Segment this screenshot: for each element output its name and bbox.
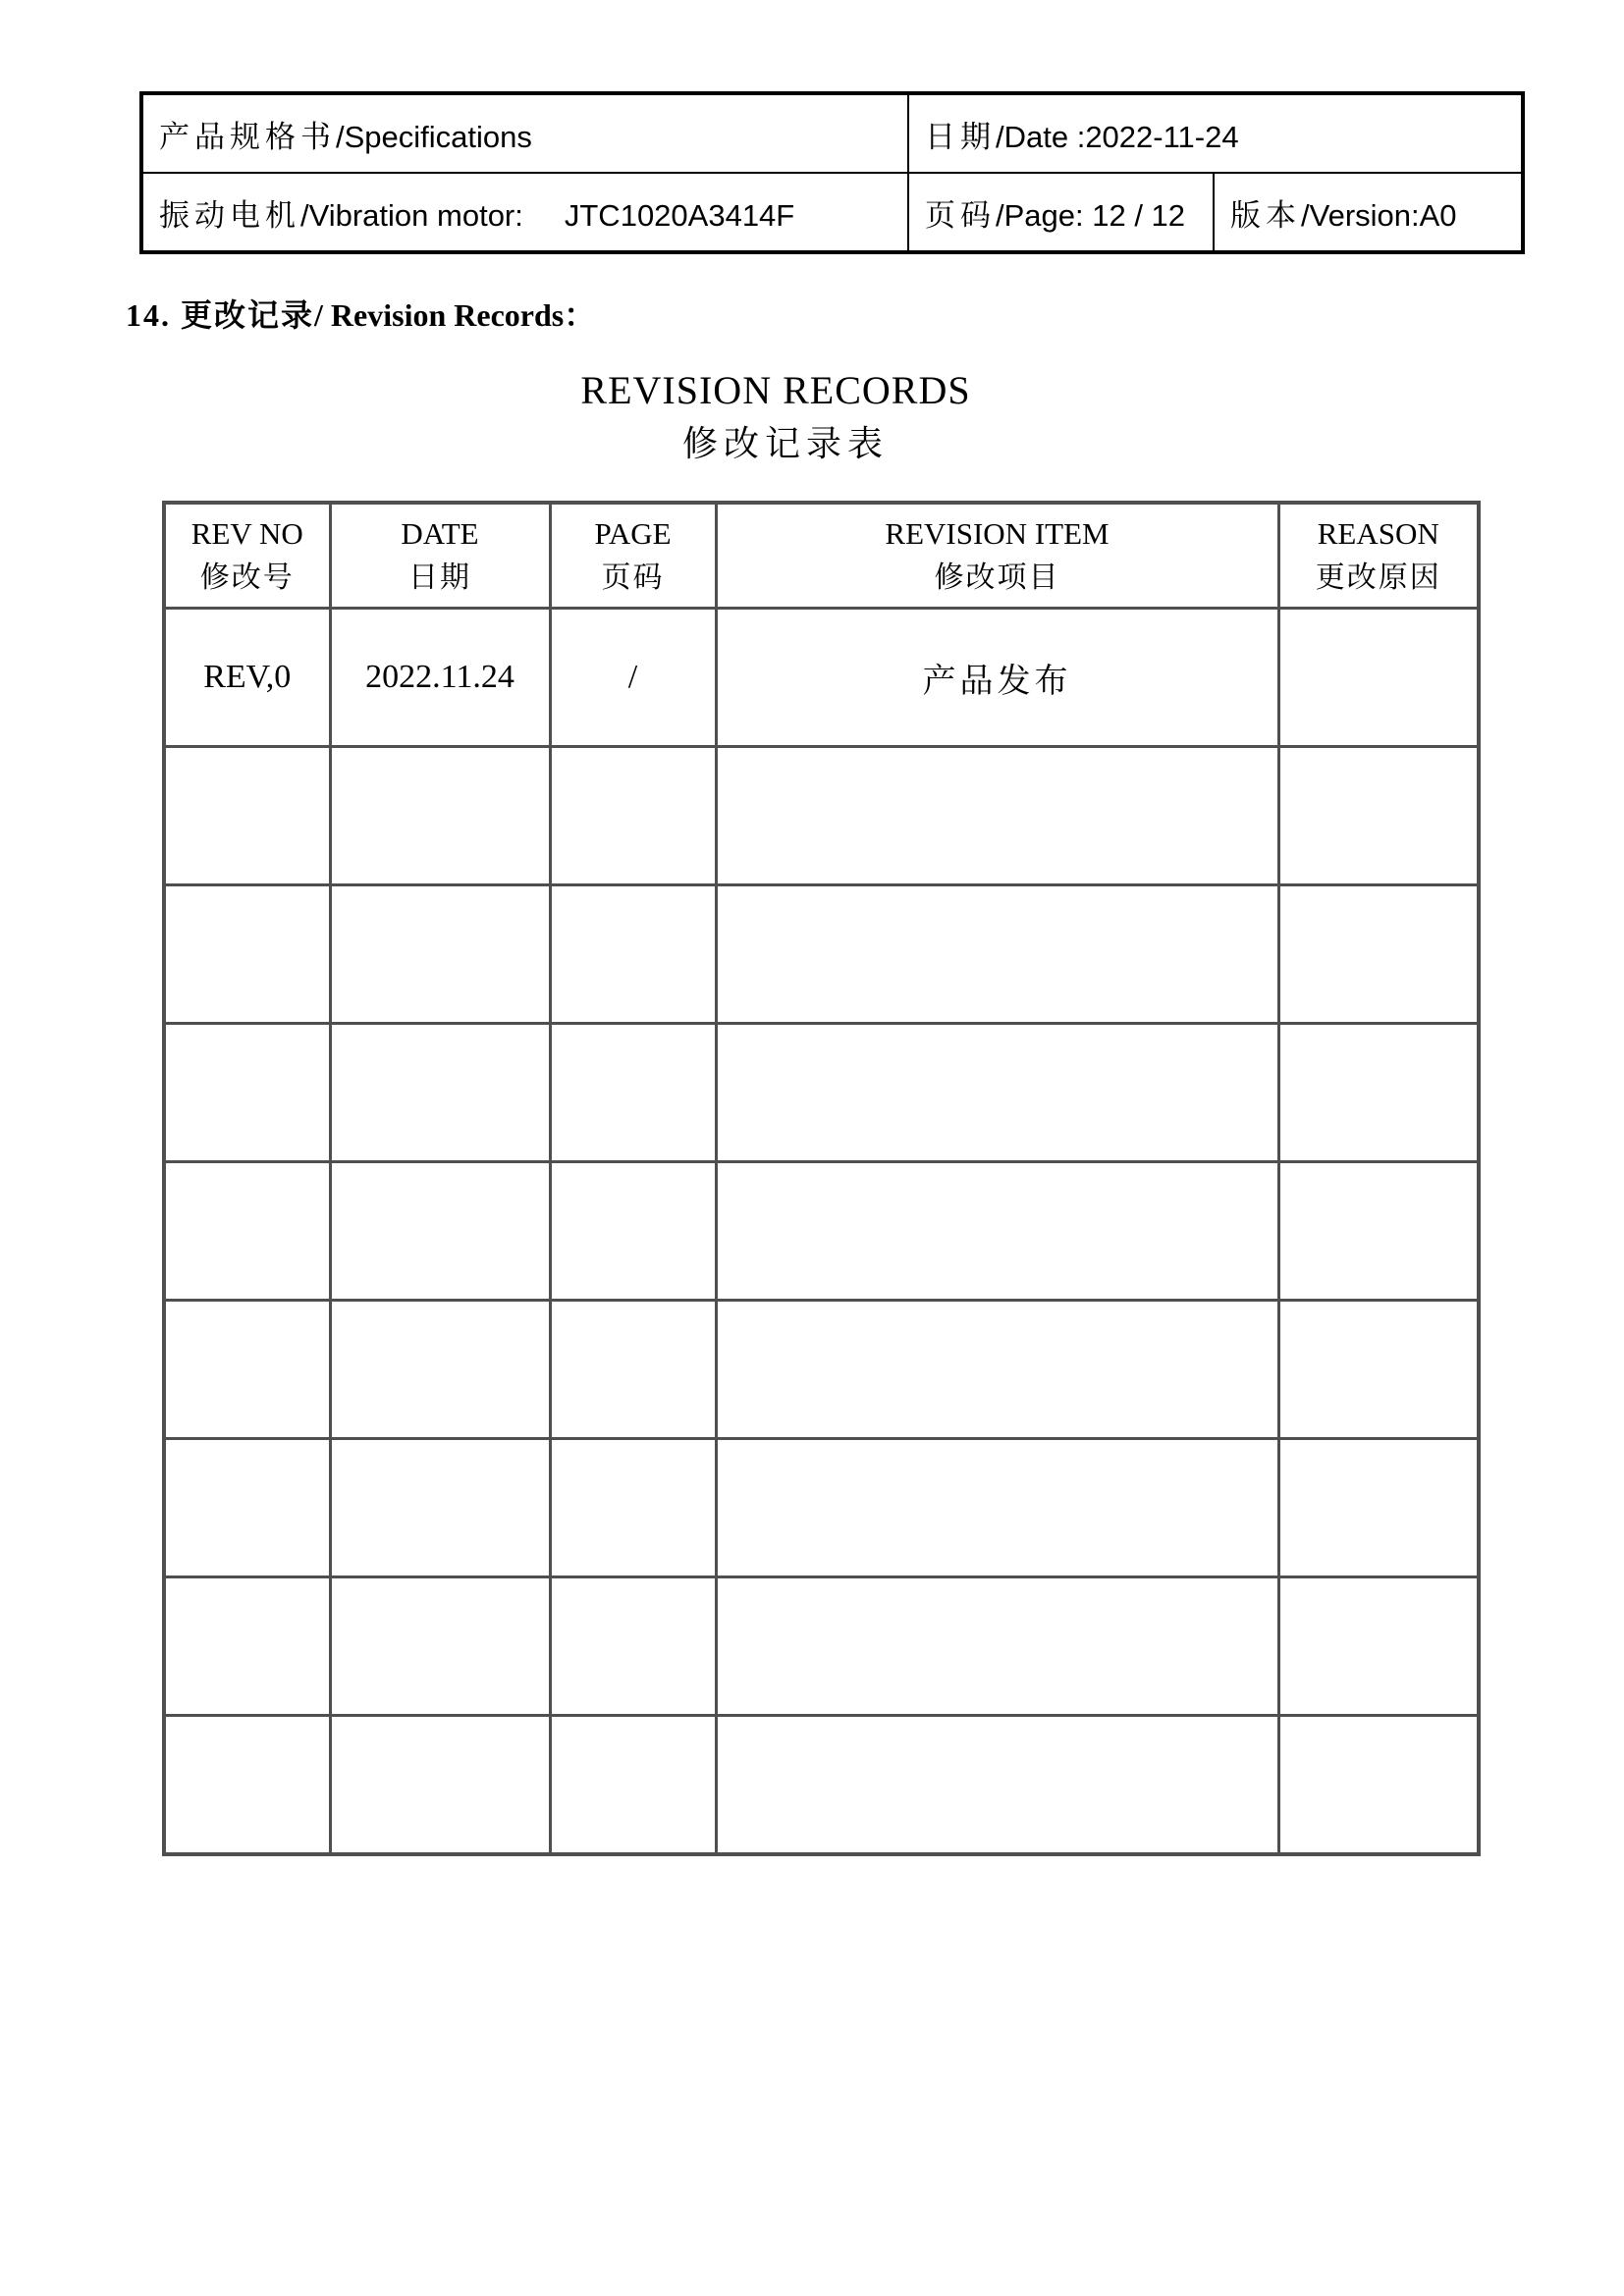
page-cell (550, 1716, 716, 1855)
date-cell (330, 1024, 550, 1162)
revision-item-cell (716, 1577, 1278, 1716)
reason-cell (1278, 1024, 1479, 1162)
rev-no-cell (164, 1162, 330, 1301)
motor-en: /Vibration motor: (300, 197, 523, 233)
motor-cell (141, 173, 908, 252)
date-cell (330, 747, 550, 885)
header-row-1 (141, 93, 1523, 173)
motor-zh: 振动电机 (159, 197, 300, 233)
table-row (164, 885, 1479, 1024)
revision-title-en: REVISION RECORDS (580, 368, 971, 412)
version-zh: 版本 (1230, 197, 1301, 233)
revision-table (162, 501, 1481, 1856)
date-cell (908, 93, 1523, 173)
reason-cell (1278, 747, 1479, 885)
date-cell (330, 1577, 550, 1716)
date-cell: 2022.11.24 (330, 609, 550, 747)
column-header-zh: 页码 (601, 561, 665, 594)
revision-item-cell (716, 1301, 1278, 1439)
rev-no-cell (164, 747, 330, 885)
column-header-en: REASON (1317, 515, 1439, 551)
date-cell (330, 1716, 550, 1855)
column-header-date (330, 503, 550, 609)
page-cell (550, 885, 716, 1024)
revision-item-text: 产品发布 (922, 663, 1072, 700)
column-header-en: PAGE (594, 515, 672, 551)
version-en: /Version:A0 (1301, 197, 1457, 233)
page-cell (550, 1439, 716, 1577)
rev-no-cell (164, 1577, 330, 1716)
table-row (164, 1024, 1479, 1162)
reason-cell (1278, 885, 1479, 1024)
reason-cell (1278, 1577, 1479, 1716)
rev-no-cell (164, 1024, 330, 1162)
date-en: /Date :2022-11-24 (996, 119, 1239, 154)
version-cell (1214, 173, 1523, 252)
section-heading-zh: 14. 更改记录 (126, 297, 315, 333)
revision-item-cell (716, 747, 1278, 885)
rev-no-cell (164, 1439, 330, 1577)
date-cell (330, 1439, 550, 1577)
column-header-zh: 修改项目 (934, 561, 1060, 594)
reason-cell (1278, 1162, 1479, 1301)
column-header-page (550, 503, 716, 609)
table-row (164, 1162, 1479, 1301)
column-header-en: REV NO (190, 515, 303, 551)
page-cell (908, 173, 1214, 252)
reason-cell (1278, 1716, 1479, 1855)
revision-table-header-row (164, 503, 1479, 609)
page-cell (550, 1301, 716, 1439)
rev-no-cell (164, 1301, 330, 1439)
revision-item-cell (716, 1439, 1278, 1577)
date-cell (330, 885, 550, 1024)
section-heading (126, 291, 595, 336)
rev-no-cell (164, 885, 330, 1024)
column-header-reason (1278, 503, 1479, 609)
revision-item-cell (716, 885, 1278, 1024)
reason-cell (1278, 1439, 1479, 1577)
revision-item-cell (716, 1024, 1278, 1162)
date-cell (330, 1301, 550, 1439)
date-cell (330, 1162, 550, 1301)
table-row (164, 1716, 1479, 1855)
table-row (164, 1577, 1479, 1716)
date-zh: 日期 (925, 119, 996, 154)
table-row (164, 747, 1479, 885)
column-header-zh: 日期 (408, 561, 471, 594)
page-cell (550, 1024, 716, 1162)
column-header-zh: 更改原因 (1315, 561, 1441, 594)
page-zh: 页码 (925, 197, 996, 233)
spec-title-en: /Specifications (336, 119, 532, 154)
reason-cell (1278, 1301, 1479, 1439)
page-en: /Page: 12 / 12 (996, 197, 1186, 233)
revision-title-zh: 修改记录表 (681, 424, 889, 463)
revision-item-cell (716, 609, 1278, 747)
section-heading-en: / Revision Records： (314, 297, 596, 333)
column-header-rev-no (164, 503, 330, 609)
rev-no-cell: REV,0 (164, 609, 330, 747)
spec-title-zh: 产品规格书 (159, 119, 336, 154)
reason-cell (1278, 609, 1479, 747)
revision-item-cell (716, 1162, 1278, 1301)
page-cell (550, 747, 716, 885)
column-header-revision-item (716, 503, 1278, 609)
page-cell (550, 1577, 716, 1716)
header-table (139, 91, 1525, 254)
page-cell: / (550, 609, 716, 747)
motor-model: JTC1020A3414F (564, 197, 795, 233)
page-cell (550, 1162, 716, 1301)
revision-item-cell (716, 1716, 1278, 1855)
column-header-en: DATE (401, 515, 479, 551)
table-row (164, 1439, 1479, 1577)
column-header-en: REVISION ITEM (885, 515, 1110, 551)
table-row (164, 609, 1479, 747)
header-row-2 (141, 173, 1523, 252)
spec-title-cell (141, 93, 908, 173)
column-header-zh: 修改号 (199, 561, 295, 594)
rev-no-cell (164, 1716, 330, 1855)
table-row (164, 1301, 1479, 1439)
